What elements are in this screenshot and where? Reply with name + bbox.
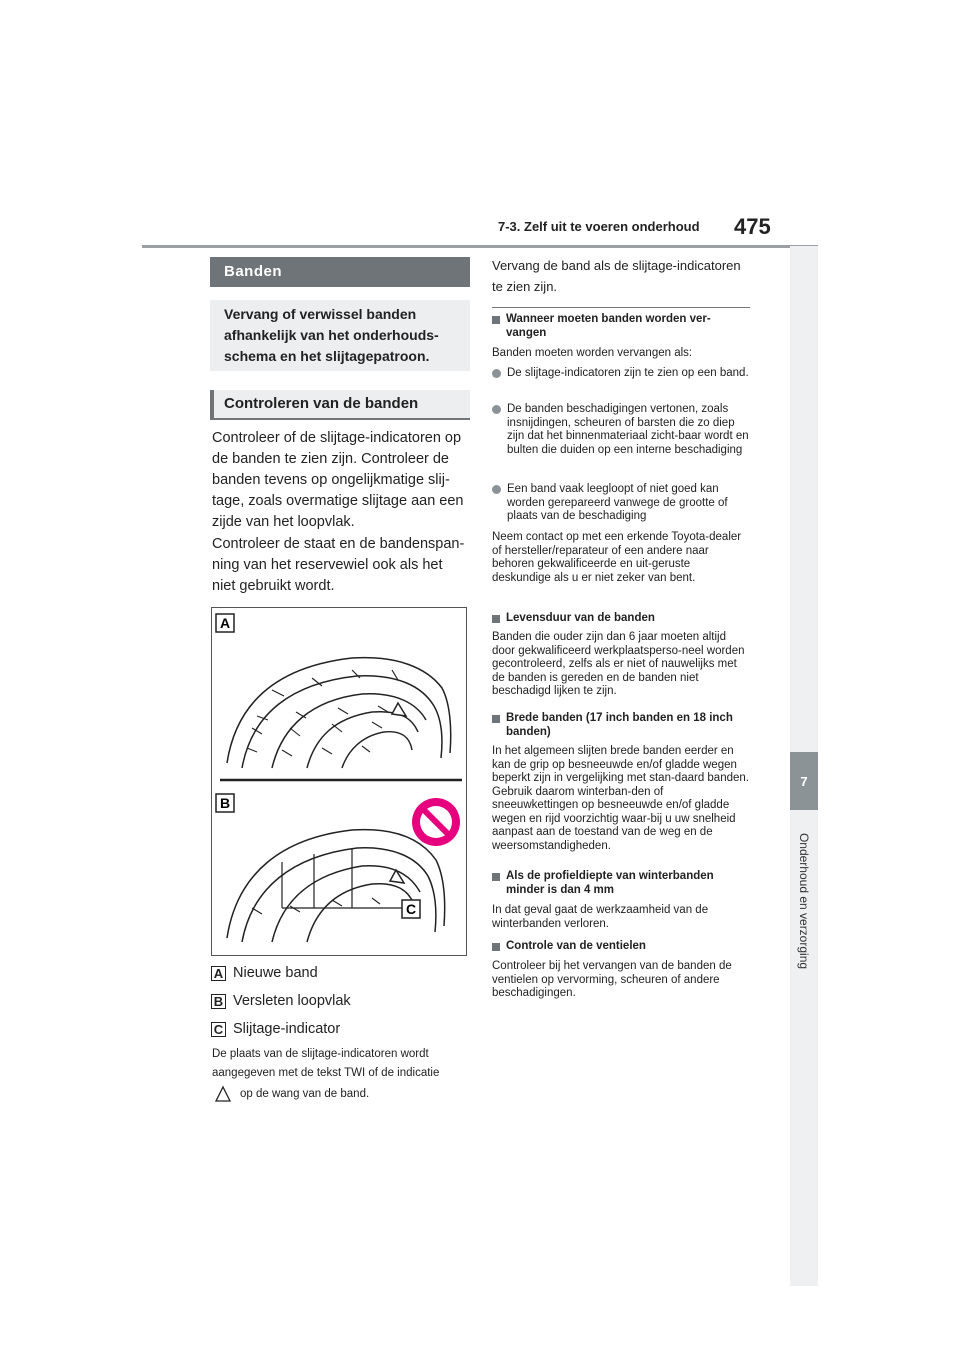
body-paragraph-1: Controleer of de slijtage-indicatoren op de banden te zien zijn. Controleer de banden tevens op ongelijkmatige slij-tage, zoals overmatige slijtage aan een zijde van het loopvlak.: [212, 430, 464, 530]
indicator-note-line: [212, 1085, 369, 1103]
bullet-dot-icon: [492, 369, 501, 378]
valves-paragraph: Controleer bij het vervangen van de banden de ventielen op vervorming, scheuren of andere beschadigingen.: [492, 960, 732, 999]
square-bullet-icon: [492, 715, 500, 723]
label-b: B: [219, 795, 231, 811]
subheading: Controleren van de banden: [210, 390, 470, 420]
contact-paragraph: Neem contact op met een erkende Toyota-dealer of hersteller/reparateur of een andere naar behoren gekwalificeerde en uit-geruste deskundige als u er niet zeker van bent.: [492, 531, 742, 584]
heading-lifetime: Levensduur van de banden: [492, 612, 750, 626]
legend-item-a: [211, 965, 318, 981]
topic-banner: Banden: [210, 257, 470, 287]
legend-item-b: [211, 993, 351, 1009]
legend-key-c: C: [211, 1022, 226, 1037]
right-rule: [492, 307, 750, 308]
tire-drawing: [212, 608, 466, 955]
bullet-dot-icon: [492, 405, 501, 414]
indicator-note: De plaats van de slijtage-indicatoren wordt aangegeven met de tekst TWI of de indicatie: [212, 1048, 440, 1079]
lifetime-paragraph: Banden die ouder zijn dan 6 jaar moeten altijd door gekwalificeerd werkplaatsperso-neel worden gecontroleerd, zelfs als er niet of nauwelijks met de banden is gereden en de banden niet beschadigd lijken te zijn.: [492, 631, 745, 697]
tire-illustration: [211, 607, 467, 956]
square-bullet-icon: [492, 316, 500, 324]
winter-depth-paragraph: In dat geval gaat de werkzaamheid van de winterbanden verloren.: [492, 904, 709, 930]
summary-box: Vervang of verwissel banden afhankelijk van het onderhouds-schema en het slijtagepatroon.: [210, 300, 470, 371]
legend-key-a: A: [211, 966, 226, 981]
heading-winter-depth: Als de profieldiepte van winterbanden minder is dan 4 mm: [492, 870, 750, 897]
square-bullet-icon: [492, 615, 500, 623]
prohibited-icon: [412, 798, 460, 846]
legend-text-a: Nieuwe band: [233, 965, 318, 981]
intro-text: Vervang de band als de slijtage-indicatoren te zien zijn.: [492, 258, 741, 294]
label-a: A: [219, 615, 231, 631]
legend-text-b: Versleten loopvlak: [233, 993, 351, 1009]
replace-intro: Banden moeten worden vervangen als:: [492, 347, 693, 359]
bullet-item: De slijtage-indicatoren zijn te zien op een band.: [492, 367, 750, 381]
bullet-item: De banden beschadigingen vertonen, zoals insnijdingen, scheuren of barsten die zo diep zijn dat het binnenmateriaal zicht-baar wordt en bulten die duiden op een interne beschadiging: [492, 403, 750, 457]
label-c: C: [405, 901, 417, 917]
chapter-number-tab[interactable]: [790, 752, 818, 810]
page-number: 475: [734, 214, 771, 239]
body-paragraph-2: Controleer de staat en de bandenspan-ning van het reservewiel ook als het niet gebruikt wordt.: [212, 536, 465, 594]
heading-wide-tires: Brede banden (17 inch banden en 18 inch banden): [492, 712, 750, 739]
chapter-number: 7: [800, 773, 808, 789]
header-rule: [142, 245, 818, 248]
indicator-note-cont: op de wang van de band.: [240, 1088, 370, 1100]
section-title: 7-3. Zelf uit te voeren onderhoud: [498, 219, 700, 234]
legend-text-c: Slijtage-indicator: [233, 1021, 341, 1037]
heading-replace-when: Wanneer moeten banden worden ver-vangen: [492, 313, 750, 340]
chapter-title: Onderhoud en verzorging: [797, 832, 811, 969]
wide-tires-paragraph: In het algemeen slijten brede banden eerder en kan de grip op besneeuwde en/of gladde wegen beperkt zijn in vergelijking met stan-daard banden. Gebruik daarom winterban-den of sneeuwkettingen op besneeuwde en/of gladde wegen en rijd voorzichtig waar-bij u uw snelheid aanpast aan de toestand van de weg en de weersomstandigheden.: [492, 745, 749, 852]
square-bullet-icon: [492, 873, 500, 881]
heading-valves: Controle van de ventielen: [492, 940, 750, 954]
triangle-indicator-icon: [214, 1085, 232, 1103]
chapter-title-tab: [790, 818, 818, 983]
bullet-item: Een band vaak leegloopt of niet goed kan worden gerepareerd vanwege de grootte of plaats van de beschadiging: [492, 483, 750, 524]
square-bullet-icon: [492, 943, 500, 951]
worn-tire: [227, 830, 445, 942]
bullet-dot-icon: [492, 485, 501, 494]
legend-item-c: [211, 1021, 340, 1037]
new-tire: [227, 658, 451, 768]
legend-key-b: B: [211, 994, 226, 1009]
